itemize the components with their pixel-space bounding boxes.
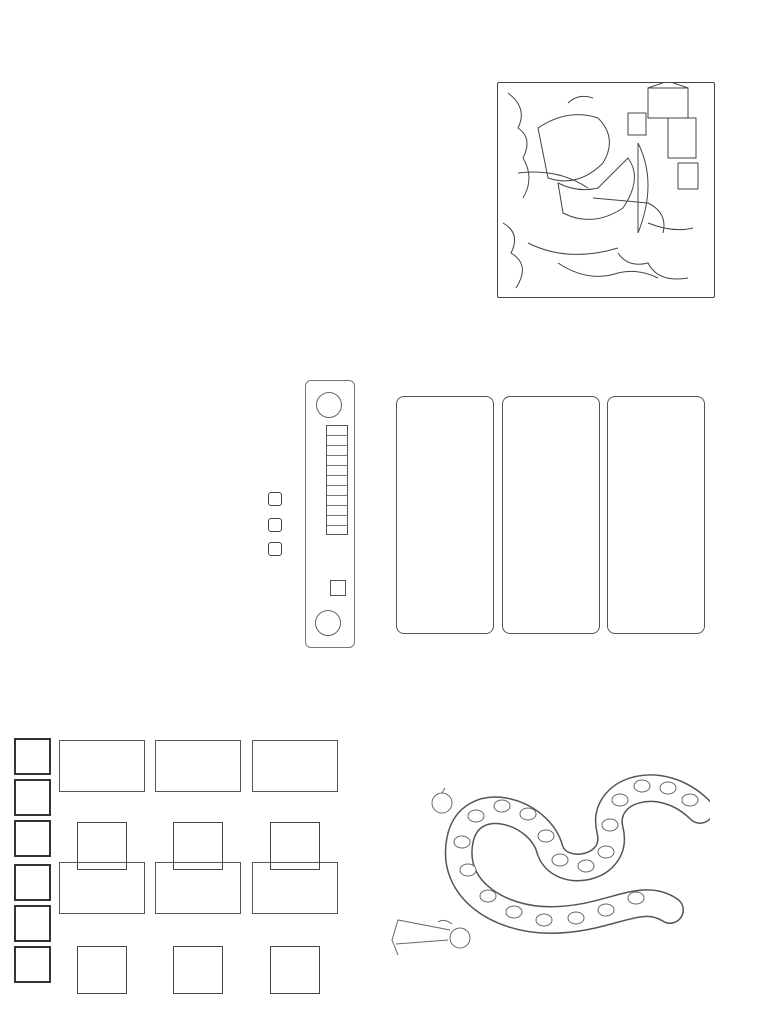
answer-box[interactable] — [77, 822, 127, 870]
tens-ones-card — [59, 740, 145, 792]
ten-rod-icon — [326, 425, 348, 535]
answer-box-right[interactable] — [268, 542, 282, 556]
boy-face-icon — [316, 392, 342, 418]
number-card — [14, 738, 51, 775]
number-card — [14, 820, 51, 857]
answer-box[interactable] — [270, 946, 320, 994]
girl-face-icon — [315, 610, 341, 636]
number-card — [14, 946, 51, 983]
answer-box[interactable] — [173, 822, 223, 870]
tens-ones-card — [155, 740, 241, 792]
one-cube-icon — [330, 580, 346, 596]
compare-sign-box[interactable] — [268, 518, 282, 532]
number-card — [14, 864, 51, 901]
answer-box-left[interactable] — [268, 492, 282, 506]
answer-box[interactable] — [77, 946, 127, 994]
answer-box[interactable] — [270, 822, 320, 870]
number-card — [14, 905, 51, 942]
apple-panel — [502, 396, 600, 634]
answer-box[interactable] — [173, 946, 223, 994]
coloring-picture — [497, 82, 715, 298]
apple-icon — [425, 785, 460, 820]
apple-panel — [396, 396, 494, 634]
castle-archer-illustration — [498, 83, 713, 296]
tens-ones-card — [252, 740, 338, 792]
number-card — [14, 779, 51, 816]
apple-panel — [607, 396, 705, 634]
princess-illustration — [388, 880, 478, 955]
